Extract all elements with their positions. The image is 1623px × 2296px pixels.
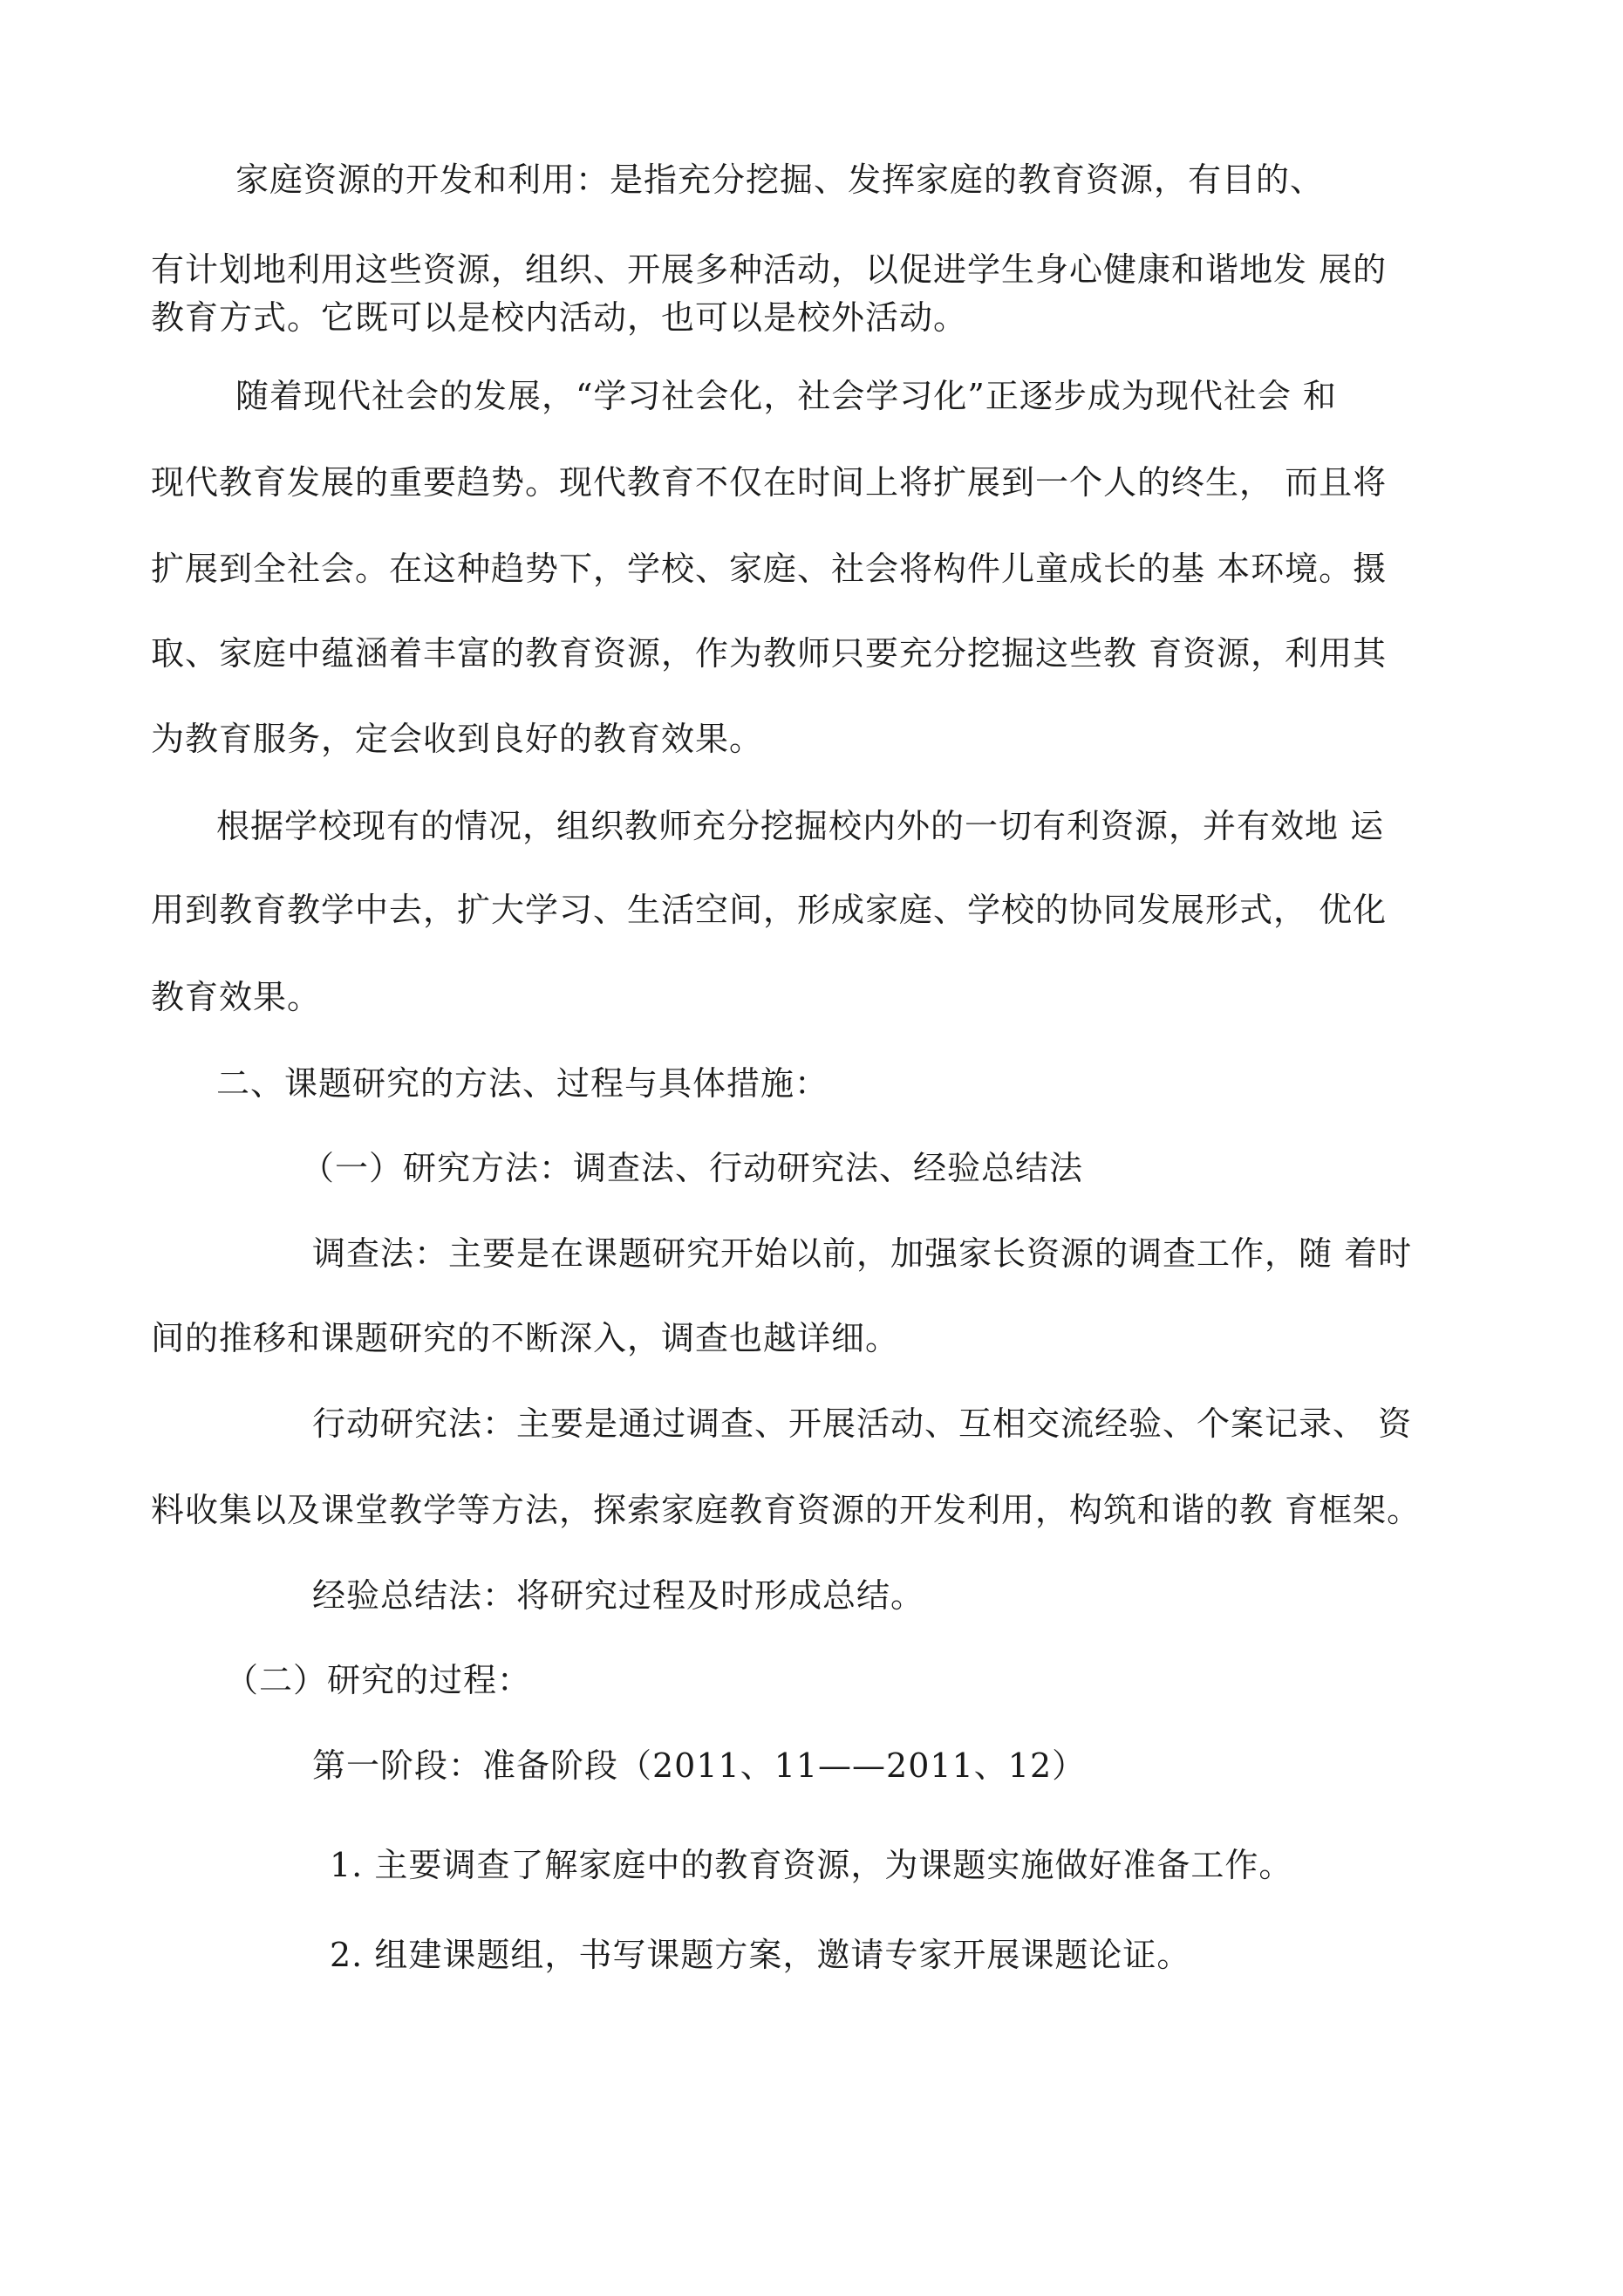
paragraph-line: 现代教育发展的重要趋势。现代教育不仅在时间上将扩展到一个人的终生， 而且将: [151, 463, 1388, 502]
list-item: 1. 主要调查了解家庭中的教育资源，为课题实施做好准备工作。: [330, 1846, 1293, 1884]
paragraph-line: 根据学校现有的情况，组织教师充分挖掘校内外的一切有利资源，并有效地 运: [216, 807, 1385, 845]
stage-heading: 第一阶段：准备阶段（2011、11——2011、12）: [312, 1746, 1087, 1785]
paragraph-line: 料收集以及课堂教学等方法，探索家庭教育资源的开发利用，构筑和谐的教 育框架。: [151, 1491, 1422, 1529]
paragraph-line: 调查法：主要是在课题研究开始以前，加强家长资源的调查工作，随 着时: [312, 1234, 1413, 1273]
paragraph-line: 有计划地利用这些资源，组织、开展多种活动，以促进学生身心健康和谐地发 展的: [151, 250, 1388, 289]
paragraph-line: 用到教育教学中去，扩大学习、生活空间，形成家庭、学校的协同发展形式， 优化: [151, 891, 1388, 929]
subsection-heading: （一）研究方法：调查法、行动研究法、经验总结法: [301, 1149, 1084, 1187]
paragraph-line: 取、家庭中蕴涵着丰富的教育资源，作为教师只要充分挖掘这些教 育资源，利用其: [151, 634, 1388, 673]
paragraph-line: 间的推移和课题研究的不断深入，调查也越详细。: [151, 1319, 900, 1357]
paragraph-line: 教育效果。: [151, 978, 322, 1016]
section-heading: 二、课题研究的方法、过程与具体措施：: [216, 1064, 829, 1103]
subsection-heading: （二）研究的过程：: [225, 1661, 532, 1699]
paragraph-line: 行动研究法：主要是通过调查、开展活动、互相交流经验、个案记录、 资: [312, 1404, 1413, 1443]
paragraph-line: 家庭资源的开发和利用：是指充分挖掘、发挥家庭的教育资源，有目的、: [235, 161, 1325, 199]
paragraph-line: 经验总结法：将研究过程及时形成总结。: [312, 1576, 925, 1615]
paragraph-line: 随着现代社会的发展，“学习社会化，社会学习化”正逐步成为现代社会 和: [235, 377, 1337, 415]
paragraph-line: 为教育服务，定会收到良好的教育效果。: [151, 720, 764, 758]
paragraph-line: 扩展到全社会。在这种趋势下，学校、家庭、社会将构件儿童成长的基 本环境。摄: [151, 550, 1388, 588]
list-item: 2. 组建课题组，书写课题方案，邀请专家开展课题论证。: [330, 1936, 1191, 1974]
paragraph-line: 教育方式。它既可以是校内活动，也可以是校外活动。: [151, 298, 968, 337]
